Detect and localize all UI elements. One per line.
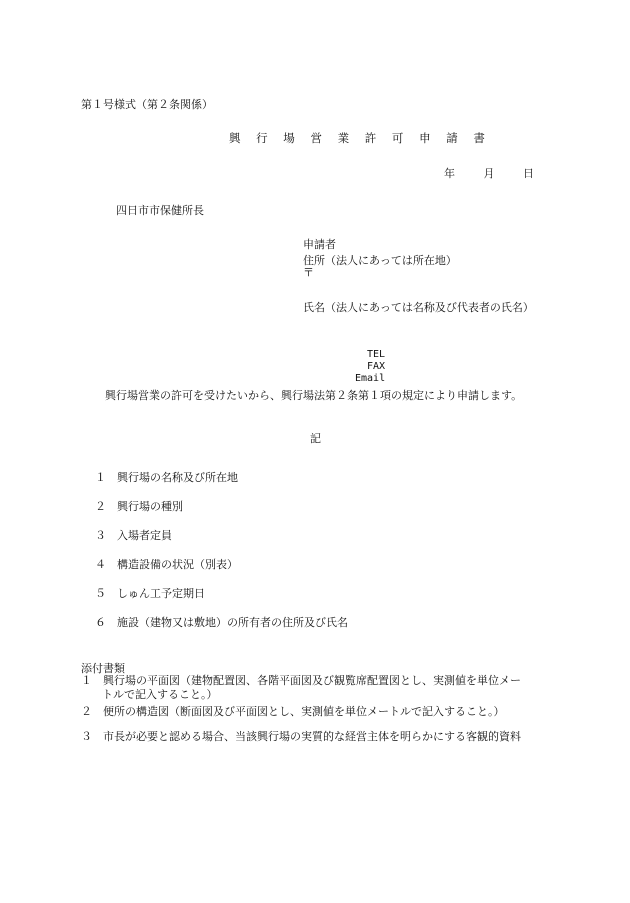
list-item [95, 471, 238, 485]
attachment-item [81, 730, 521, 744]
attachment-text: 便所の構造図（断面図及び平面図とし、実測値を単位メートルで記入すること。） [103, 705, 505, 718]
item-number: ５ [95, 587, 106, 600]
applicant-address-label: 住所（法人にあっては所在地） [303, 254, 457, 267]
item-text: 施設（建物又は敷地）の所有者の住所及び氏名 [117, 616, 348, 629]
document-title: 興 行 場 営 業 許 可 申 請 書 [229, 131, 491, 145]
postal-mark: 〒 [303, 266, 314, 279]
item-text: 興行場の種別 [117, 500, 183, 513]
item-text: 入場者定員 [117, 529, 172, 542]
attachment-number: ２ [81, 705, 92, 718]
list-item [95, 500, 183, 514]
addressee: 四日市市保健所長 [116, 204, 204, 217]
item-number: ２ [95, 500, 106, 513]
ki-heading: 記 [310, 432, 321, 445]
attachment-text: 興行場の平面図（建物配置図、各階平面図及び観覧席配置図とし、実測値を単位メー [103, 674, 521, 687]
attachments-heading: 添付書類 [81, 662, 125, 675]
item-number: ３ [95, 529, 106, 542]
body-text: 興行場営業の許可を受けたいから、興行場法第２条第１項の規定により申請します。 [105, 389, 523, 402]
date-day: 日 [523, 167, 534, 180]
list-item [95, 616, 348, 630]
attachment-text: 市長が必要と認める場合、当該興行場の実質的な経営主体を明らかにする客観的資料 [103, 730, 521, 743]
attachment-number: １ [81, 674, 92, 687]
item-number: ６ [95, 616, 106, 629]
list-item [95, 587, 205, 601]
tel-label: TEL [367, 349, 386, 360]
list-item [95, 529, 172, 543]
form-label: 第１号様式（第２条関係） [81, 98, 213, 111]
fax-label: FAX [367, 361, 386, 372]
attachment-item [81, 705, 505, 719]
item-text: 興行場の名称及び所在地 [117, 471, 238, 484]
item-number: １ [95, 471, 106, 484]
attachment-number: ３ [81, 730, 92, 743]
applicant-label: 申請者 [303, 238, 336, 251]
date-line [444, 167, 534, 181]
email-label: Email [355, 373, 386, 384]
item-text: 構造設備の状況（別表） [117, 558, 238, 571]
list-item [95, 558, 238, 572]
item-text: しゅん工予定期日 [117, 587, 205, 600]
attachment-item [81, 674, 521, 702]
date-year: 年 [444, 167, 455, 180]
item-number: ４ [95, 558, 106, 571]
attachment-text-continued: トルで記入すること。） [102, 687, 218, 701]
date-month: 月 [483, 167, 495, 180]
applicant-name-label: 氏名（法人にあっては名称及び代表者の氏名） [303, 301, 534, 314]
